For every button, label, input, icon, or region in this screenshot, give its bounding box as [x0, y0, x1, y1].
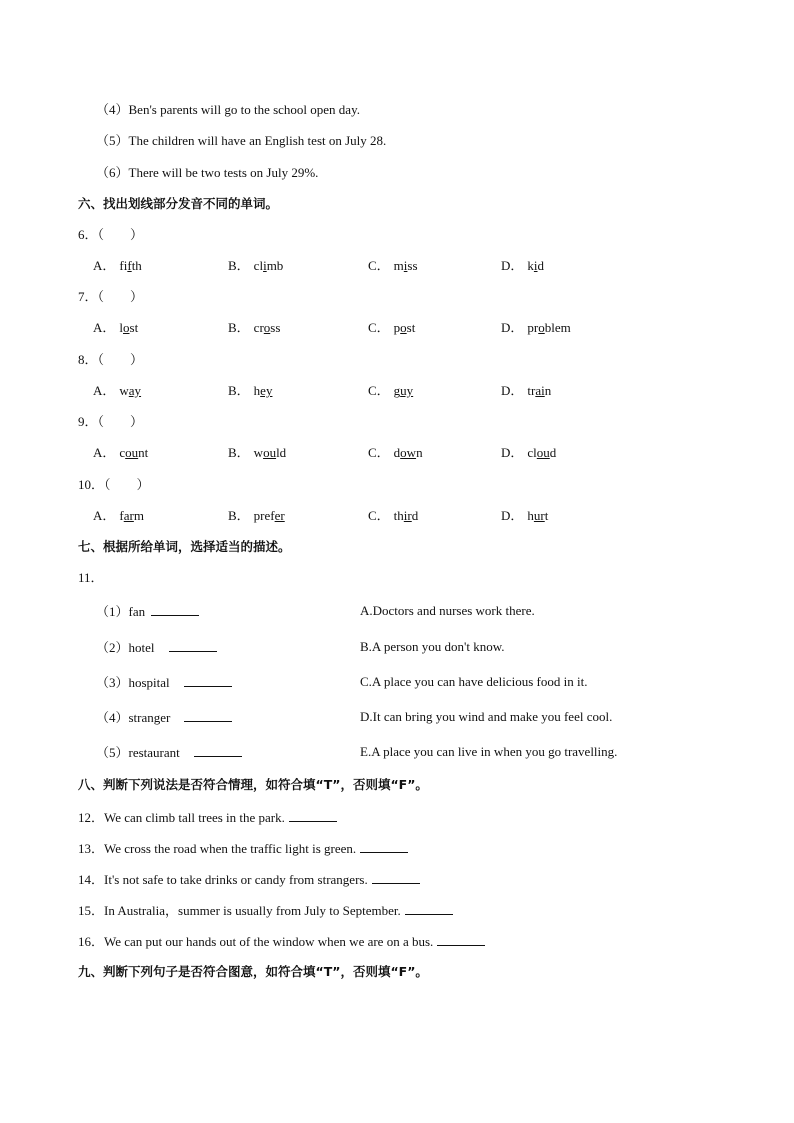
match-left-1: [96, 603, 199, 620]
option-a[interactable]: [93, 508, 144, 524]
option-label: C．: [368, 445, 390, 460]
option-word: hurt: [527, 508, 549, 523]
option-a[interactable]: [93, 445, 148, 461]
option-word: farm: [119, 508, 144, 523]
underlined-part: f: [127, 258, 132, 273]
option-word: kid: [527, 258, 545, 273]
answer-blank[interactable]: [184, 674, 232, 687]
underlined-part: o: [123, 320, 130, 335]
option-label: D．: [501, 258, 524, 273]
option-label: D．: [501, 508, 524, 523]
match-right-e: E.A place you can live in when you go travelling.: [360, 744, 618, 759]
question-text: 16．We can put our hands out of the window when we are on a bus.: [78, 934, 434, 949]
option-label: B．: [228, 320, 250, 335]
option-word: post: [393, 320, 416, 335]
match-right-a: A.Doctors and nurses work there.: [360, 603, 535, 618]
underlined-part: ai: [535, 383, 545, 398]
underlined-part: ow: [400, 445, 417, 460]
question-11-number: 11．: [78, 570, 104, 585]
option-label: B．: [228, 258, 250, 273]
question-13: [78, 840, 408, 857]
option-label: C．: [368, 508, 390, 523]
underlined-part: ey: [260, 383, 273, 398]
underlined-part: o: [400, 320, 407, 335]
section-9-heading: 九、判断下列句子是否符合图意，如符合填“T”，否则填“F”。: [78, 964, 428, 979]
option-label: D．: [501, 445, 524, 460]
option-word: guy: [393, 383, 414, 398]
option-b[interactable]: [228, 258, 283, 274]
match-left-5: [96, 744, 242, 761]
question-6-number: 6．（ ）: [78, 227, 144, 242]
option-word: hey: [253, 383, 273, 398]
match-left-2: [96, 639, 217, 656]
question-text: 13．We cross the road when the traffic light is green.: [78, 841, 357, 856]
option-a[interactable]: [93, 383, 141, 399]
question-text: 14．It's not safe to take drinks or candy from strangers.: [78, 872, 368, 887]
match-right-c: C.A place you can have delicious food in it.: [360, 674, 588, 689]
question-16: [78, 933, 485, 950]
option-d[interactable]: [501, 383, 551, 399]
underlined-part: o: [538, 320, 545, 335]
match-left-label: （5）restaurant: [96, 745, 180, 760]
underlined-part: i: [403, 258, 408, 273]
option-b[interactable]: [228, 383, 272, 399]
underlined-part: ur: [533, 508, 545, 523]
underlined-part: ar: [123, 508, 134, 523]
prev-item-4: （4）Ben's parents will go to the school open day.: [96, 102, 360, 117]
section-6-heading: 六、找出划线部分发音不同的单词。: [78, 196, 279, 211]
option-label: B．: [228, 383, 250, 398]
underlined-part: o: [263, 320, 271, 335]
question-text: 12．We can climb tall trees in the park.: [78, 810, 285, 825]
option-word: fifth: [119, 258, 142, 273]
match-left-label: （4）stranger: [96, 710, 171, 725]
underlined-part: ay: [128, 383, 142, 398]
match-left-label: （1）fan: [96, 604, 146, 619]
option-d[interactable]: [501, 258, 544, 274]
option-label: B．: [228, 508, 250, 523]
answer-blank[interactable]: [289, 809, 337, 822]
option-label: C．: [368, 383, 390, 398]
underlined-part: ou: [263, 445, 277, 460]
question-text: 15．In Australia，summer is usually from July to September.: [78, 903, 401, 918]
match-left-label: （3）hospital: [96, 675, 170, 690]
answer-blank[interactable]: [184, 709, 232, 722]
option-label: C．: [368, 258, 390, 273]
answer-blank[interactable]: [405, 902, 453, 915]
answer-blank[interactable]: [151, 603, 199, 616]
answer-blank[interactable]: [169, 639, 217, 652]
match-left-3: [96, 674, 232, 691]
underlined-part: ir: [403, 508, 412, 523]
option-a[interactable]: [93, 258, 142, 274]
match-left-label: （2）hotel: [96, 640, 155, 655]
section-8-heading: 八、判断下列说法是否符合情理，如符合填“T”，否则填“F”。: [78, 777, 428, 792]
option-d[interactable]: [501, 445, 556, 461]
prev-item-6: （6）There will be two tests on July 29%.: [96, 165, 319, 180]
question-7-number: 7．（ ）: [78, 289, 144, 304]
underlined-part: uy: [400, 383, 414, 398]
option-label: B．: [228, 445, 250, 460]
section-7-heading: 七、根据所给单词，选择适当的描述。: [78, 539, 291, 554]
option-label: D．: [501, 320, 524, 335]
option-label: D．: [501, 383, 524, 398]
option-c[interactable]: [368, 445, 423, 461]
option-word: prefer: [253, 508, 285, 523]
option-label: A．: [93, 320, 116, 335]
question-10-number: 10．（ ）: [78, 477, 150, 492]
question-12: [78, 809, 337, 826]
question-8-number: 8．（ ）: [78, 352, 144, 367]
option-word: third: [393, 508, 419, 523]
question-15: [78, 902, 453, 919]
answer-blank[interactable]: [437, 933, 485, 946]
option-a[interactable]: [93, 320, 138, 336]
option-word: would: [253, 445, 287, 460]
match-right-b: B.A person you don't know.: [360, 639, 505, 654]
option-word: cloud: [527, 445, 557, 460]
underlined-part: i: [533, 258, 538, 273]
option-label: A．: [93, 258, 116, 273]
answer-blank[interactable]: [372, 871, 420, 884]
underlined-part: ou: [536, 445, 550, 460]
underlined-part: er: [274, 508, 285, 523]
answer-blank[interactable]: [194, 744, 242, 757]
match-right-d: D.It can bring you wind and make you feel cool.: [360, 709, 613, 724]
match-left-4: [96, 709, 232, 726]
option-word: count: [119, 445, 149, 460]
option-b[interactable]: [228, 508, 285, 524]
option-word: climb: [253, 258, 284, 273]
option-c[interactable]: [368, 383, 413, 399]
option-label: A．: [93, 383, 116, 398]
question-9-number: 9．（ ）: [78, 414, 144, 429]
prev-item-5: （5）The children will have an English test on July 28.: [96, 133, 387, 148]
option-d[interactable]: [501, 320, 571, 336]
option-b[interactable]: [228, 445, 286, 461]
option-label: C．: [368, 320, 390, 335]
option-c[interactable]: [368, 508, 418, 524]
option-label: A．: [93, 508, 116, 523]
answer-blank[interactable]: [360, 840, 408, 853]
option-word: train: [527, 383, 552, 398]
underlined-part: ou: [125, 445, 139, 460]
option-d[interactable]: [501, 508, 548, 524]
option-word: way: [119, 383, 142, 398]
option-word: problem: [527, 320, 571, 335]
option-word: down: [393, 445, 423, 460]
underlined-part: i: [263, 258, 267, 273]
option-word: lost: [119, 320, 139, 335]
question-14: [78, 871, 420, 888]
option-b[interactable]: [228, 320, 280, 336]
option-word: cross: [253, 320, 281, 335]
option-label: A．: [93, 445, 116, 460]
option-word: miss: [393, 258, 418, 273]
option-c[interactable]: [368, 320, 415, 336]
option-c[interactable]: [368, 258, 418, 274]
